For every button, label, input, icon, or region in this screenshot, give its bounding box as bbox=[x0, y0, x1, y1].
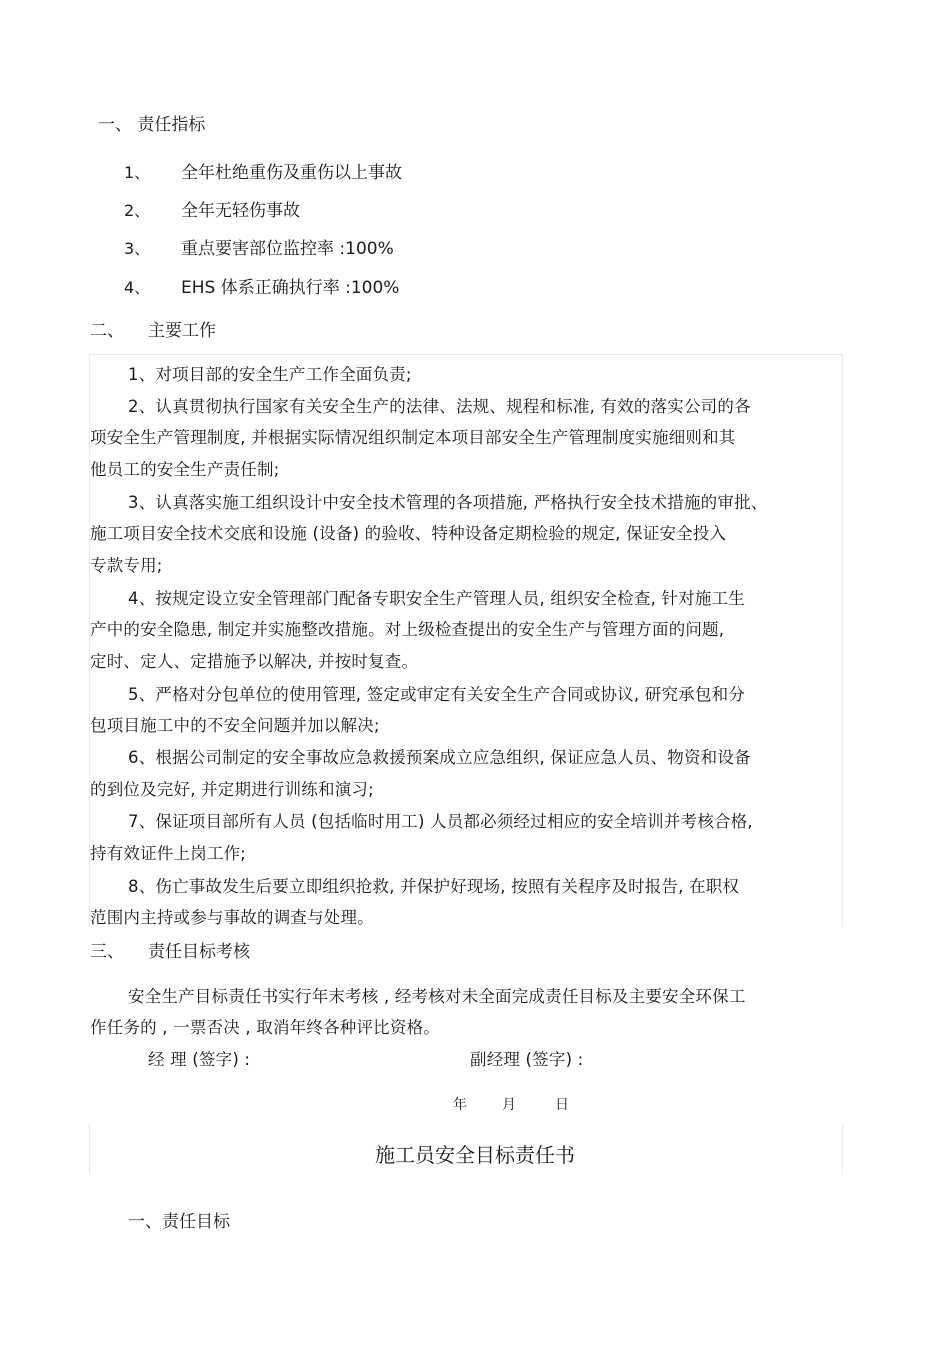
work-line: 专款专用; bbox=[90, 556, 163, 575]
section2-number: 二、 bbox=[90, 321, 124, 341]
section2-title: 主要工作 bbox=[148, 321, 216, 341]
item-text: 全年无轻伤事故 bbox=[181, 201, 300, 221]
work-line: 范围内主持或参与事故的调查与处理。 bbox=[90, 908, 374, 927]
work-line: 3、认真落实施工组织设计中安全技术管理的各项措施, 严格执行安全技术措施的审批、 bbox=[128, 493, 768, 512]
manager-signature-label: 经 理 (签字) : bbox=[148, 1050, 251, 1069]
work-line: 定时、定人、定措施予以解决, 并按时复查。 bbox=[90, 652, 419, 671]
date-year: 年 bbox=[453, 1097, 467, 1113]
date-day: 日 bbox=[555, 1097, 569, 1113]
assessment-line: 安全生产目标责任书实行年末考核 , 经考核对未全面完成责任目标及主要安全环保工 bbox=[128, 987, 746, 1006]
work-line: 5、严格对分包单位的使用管理, 签定或审定有关安全生产合同或协议, 研究承包和分 bbox=[128, 685, 745, 704]
work-line: 6、根据公司制定的安全事故应急救援预案成立应急组织, 保证应急人员、物资和设备 bbox=[128, 748, 751, 767]
next-doc-section1-heading: 一、责任目标 bbox=[128, 1212, 230, 1232]
section1-heading: 一、 责任指标 bbox=[98, 115, 206, 135]
work-line: 的到位及完好, 并定期进行训练和演习; bbox=[90, 780, 374, 799]
work-line: 项安全生产管理制度, 并根据实际情况组织制定本项目部安全生产管理制度实施细则和其 bbox=[90, 428, 736, 447]
work-line: 包项目施工中的不安全问题并加以解决; bbox=[90, 716, 380, 735]
item-text: 全年杜绝重伤及重伤以上事故 bbox=[181, 163, 402, 183]
work-line: 施工项目安全技术交底和设施 (设备) 的验收、特种设备定期检验的规定, 保证安全投入 bbox=[90, 524, 727, 543]
deputy-signature-label: 副经理 (签字) : bbox=[470, 1050, 584, 1069]
work-line: 4、按规定设立安全管理部门配备专职安全生产管理人员, 组织安全检查, 针对施工生 bbox=[128, 589, 745, 608]
section3-title: 责任目标考核 bbox=[148, 942, 250, 962]
item-number: 2、 bbox=[124, 201, 151, 220]
item-number: 4、 bbox=[124, 278, 151, 297]
work-line: 1、对项目部的安全生产工作全面负责; bbox=[128, 365, 412, 384]
item-text: 重点要害部位监控率 :100% bbox=[181, 239, 394, 259]
section3-number: 三、 bbox=[90, 942, 124, 962]
item-number: 3、 bbox=[124, 239, 151, 258]
item-text: EHS 体系正确执行率 :100% bbox=[181, 278, 400, 298]
assessment-line: 作任务的 , 一票否决 , 取消年终各种评比资格。 bbox=[90, 1018, 440, 1037]
work-line: 持有效证件上岗工作; bbox=[90, 844, 247, 863]
item-number: 1、 bbox=[124, 163, 151, 182]
work-line: 他员工的安全生产责任制; bbox=[90, 460, 280, 479]
date-month: 月 bbox=[502, 1097, 516, 1113]
work-line: 8、伤亡事故发生后要立即组织抢救, 并保护好现场, 按照有关程序及时报告, 在职权 bbox=[128, 877, 740, 896]
next-doc-title: 施工员安全目标责任书 bbox=[375, 1143, 575, 1167]
work-line: 7、保证项目部所有人员 (包括临时用工) 人员都必须经过相应的安全培训并考核合格, bbox=[128, 812, 753, 831]
work-line: 2、认真贯彻执行国家有关安全生产的法律、法规、规程和标准, 有效的落实公司的各 bbox=[128, 397, 751, 416]
work-line: 产中的安全隐患, 制定并实施整改措施。对上级检查提出的安全生产与管理方面的问题, bbox=[90, 620, 725, 639]
